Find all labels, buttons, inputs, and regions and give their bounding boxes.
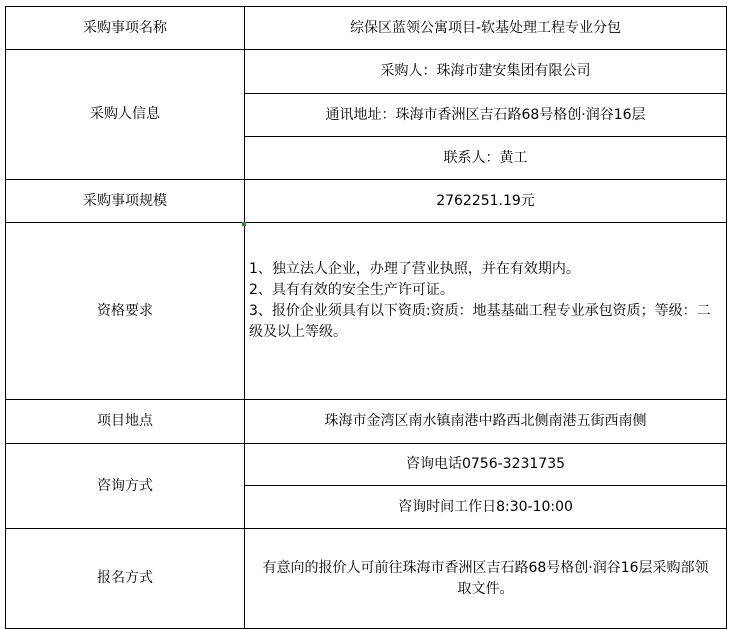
scale-value: 2762251.19元 [244, 179, 727, 223]
registration-label: 报名方式 [5, 528, 245, 629]
cell-comment-marker [242, 222, 246, 226]
purchaser-address: 通讯地址：珠海市香洲区吉石路68号格创·润谷16层 [244, 93, 727, 137]
project-name-value: 综保区蓝领公寓项目-软基处理工程专业分包 [244, 6, 727, 50]
consult-label: 咨询方式 [5, 443, 245, 529]
qualification-list [249, 259, 722, 343]
purchaser-contact: 联系人：黄工 [244, 136, 727, 180]
location-label: 项目地点 [5, 399, 245, 444]
qualification-item-3: 3、报价企业须具有以下资质:资质：地基基础工程专业承包资质；等级：二级及以上等级。 [249, 303, 711, 340]
qualification-item-1: 1、独立法人企业，办理了营业执照，并在有效期内。 [249, 261, 580, 277]
project-name-label: 采购事项名称 [5, 6, 245, 50]
purchaser-name: 采购人：珠海市建安集团有限公司 [244, 49, 727, 94]
scale-label: 采购事项规模 [5, 179, 245, 223]
qualification-item-2: 2、具有有效的安全生产许可证。 [249, 282, 454, 298]
purchaser-info-label: 采购人信息 [5, 49, 245, 180]
registration-value: 有意向的报价人可前往珠海市香洲区吉石路68号格创·润谷16层采购部领取文件。 [244, 528, 727, 629]
qualification-value [244, 222, 727, 400]
qualification-label: 资格要求 [5, 222, 245, 400]
consult-hours: 咨询时间工作日8:30-10:00 [244, 485, 727, 529]
consult-phone: 咨询电话0756-3231735 [244, 443, 727, 486]
location-value: 珠海市金湾区南水镇南港中路西北侧南港五街西南侧 [244, 399, 727, 444]
